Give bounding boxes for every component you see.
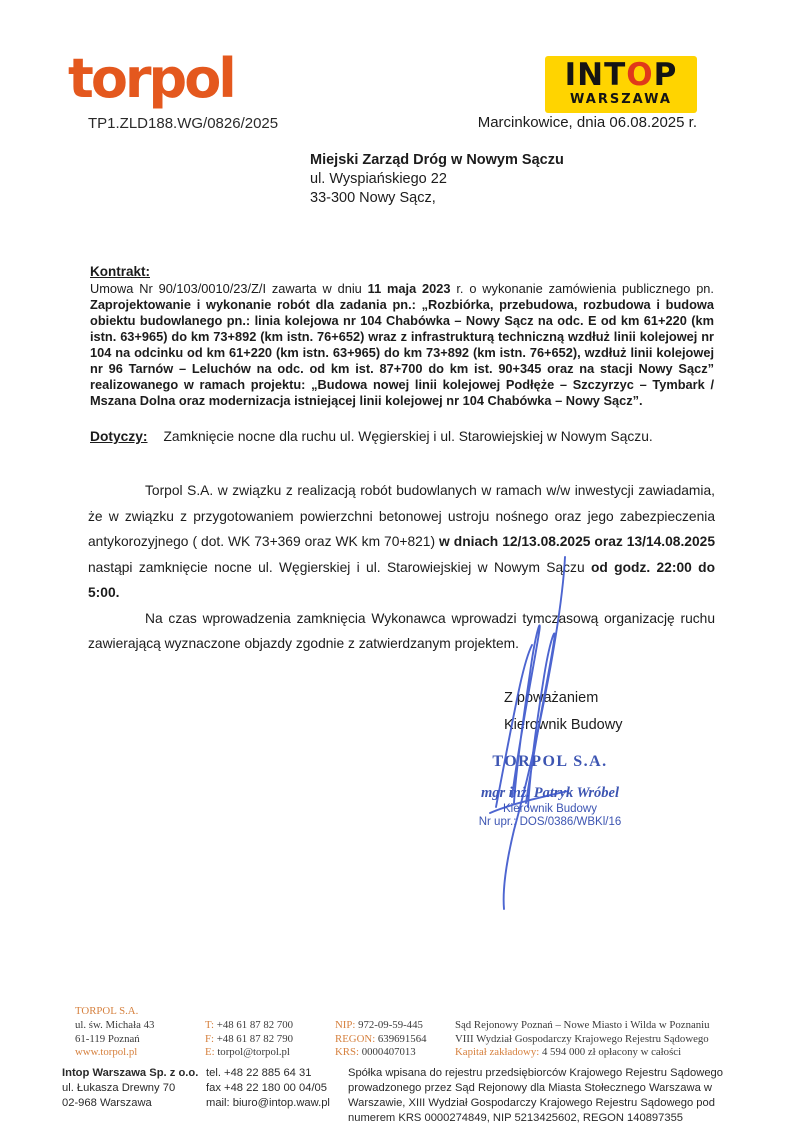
kontrakt-section <box>90 264 714 409</box>
body-paragraph-1: Torpol S.A. w związku z realizacją robót budowlanych w ramach w/w inwestycji zawiadamia, że w związku z przygotowaniem powierzchni betonowej ustroju nośnego oraz jego zabezpieczenia antykorozyjnego ( dot. WK 73+369 oraz WK km 70+821) w dniach 12/13.08.2025 oraz 13/14.08.2025 nastąpi zamknięcie nocne ul. Węgierskiej i ul. Starowiejskiej w Nowym Sączu od godz. 22:00 do 5:00. <box>88 483 716 600</box>
footer-torpol-fax: F: +48 61 87 82 790 <box>205 1032 293 1045</box>
date-line: Marcinkowice, dnia 06.08.2025 r. <box>477 114 697 131</box>
stamp-signer-title: Kierownik Budowy <box>503 803 597 815</box>
recipient-block <box>310 151 564 208</box>
kontrakt-text: Umowa Nr 90/103/0010/23/Z/I zawarta w dniu 11 maja 2023 r. o wykonanie zamówienia publicznego pn. Zaprojektowanie i wykonanie robót dla zadania pn.: „Rozbiórka, przebudowa, rozbudowa i budowa obiektu budowlanego pn.: linia kolejowa nr 104 Chabówka – Nowy Sącz na odc. E od km 61+220 (km istn. 63+965) do km 73+892 (km istn. 76+652) wraz z infrastrukturą techniczną wzdłuż linii kolejowej nr 104 na odcinku od km 61+220 (km istn. 63+965) do km 73+892 (km istn. 76+652), wzdłuż linii kolejowej nr 96 Tarnów – Leluchów na odc. od km ist. 87+700 do km ist. 90+345 oraz na stacji Nowy Sącz” realizowanego w ramach projektu: „Budowa nowej linii kolejowej Podłęże – Szczyrzyc – Tymbark / Mszana Dolna oraz modernizacja istniejącej linii kolejowej nr 104 Chabówka – Nowy Sącz”. <box>90 281 714 408</box>
intop-logo-city: WARSZAWA <box>570 92 672 107</box>
intop-o-icon: O <box>626 57 654 93</box>
signer-role: Kierownik Budowy <box>504 717 623 733</box>
footer-torpol-city: 61-119 Poznań <box>75 1032 140 1045</box>
footer-torpol-street: ul. św. Michała 43 <box>75 1018 155 1031</box>
letter-body <box>88 478 715 657</box>
handwritten-signature <box>468 545 600 917</box>
reference-number: TP1.ZLD188.WG/0826/2025 <box>88 115 279 132</box>
footer-intop-street: ul. Łukasza Drewny 70 <box>62 1082 176 1094</box>
body-paragraph-2: Na czas wprowadzenia zamknięcia Wykonawca wprowadzi tymczasową organizację ruchu zawierającą wyznaczone objazdy zgodnie z zatwierdzanym projektem. <box>88 610 715 651</box>
stamp-company-name: TORPOL S.A. <box>492 753 608 770</box>
dotyczy-label: Dotyczy: <box>90 429 148 444</box>
footer-torpol-court-1: Sąd Rejonowy Poznań – Nowe Miasto i Wilda w Poznaniu <box>455 1018 710 1031</box>
stamp-license-number: Nr upr.: DOS/0386/WBKl/16 <box>478 816 622 828</box>
kontrakt-heading: Kontrakt: <box>90 264 150 279</box>
footer-torpol-regon: REGON: 639691564 <box>335 1032 427 1045</box>
footer-torpol-phone: T: +48 61 87 82 700 <box>205 1018 294 1031</box>
footer-torpol-name: TORPOL S.A. <box>75 1005 139 1017</box>
recipient-street: ul. Wyspiańskiego 22 <box>310 171 447 187</box>
footer-intop-fax: fax +48 22 180 00 04/05 <box>206 1082 327 1094</box>
torpol-logo: torpol <box>68 47 234 110</box>
dotyczy-text: Zamknięcie nocne dla ruchu ul. Węgierskiej i ul. Starowiejskiej w Nowym Sączu. <box>163 429 653 444</box>
footer-intop-tel: tel. +48 22 885 64 31 <box>206 1067 312 1079</box>
dotyczy-line <box>90 429 653 444</box>
recipient-name: Miejski Zarząd Dróg w Nowym Sączu <box>310 152 564 168</box>
footer-torpol-email: E: torpol@torpol.pl <box>205 1046 290 1059</box>
footer-intop-registry: Spółka wpisana do rejestru przedsiębiorców Krajowego Rejestru Sądowego prowadzonego przez Sąd Rejonowy dla Miasta Stołecznego Warszawa w Warszawie, XIII Wydział Gospodarczy Krajowego Rejestru Sądowego pod numerem KRS 0000274849, NIP 5213425602, REGON 140897355 <box>348 1067 723 1124</box>
footer-torpol-court-2: VIII Wydział Gospodarczy Krajowego Rejestru Sądowego <box>455 1032 709 1045</box>
recipient-city: 33-300 Nowy Sącz, <box>310 190 436 206</box>
footer-torpol-nip: NIP: 972-09-59-445 <box>335 1018 423 1031</box>
intop-logo-wordmark: INTOP <box>564 57 678 93</box>
footer-intop-name: Intop Warszawa Sp. z o.o. <box>62 1067 199 1079</box>
footer-intop-city: 02-968 Warszawa <box>62 1097 152 1109</box>
footer-torpol-website: www.torpol.pl <box>75 1046 138 1059</box>
footer-torpol-krs: KRS: 0000407013 <box>335 1046 416 1059</box>
closing-phrase: Z poważaniem <box>504 690 599 706</box>
stamp-signer-name: mgr inż. Patryk Wróbel <box>480 785 620 801</box>
footer-intop-mail: mail: biuro@intop.waw.pl <box>206 1097 330 1109</box>
footer-torpol-capital: Kapitał zakładowy: 4 594 000 zł opłacony w całości <box>455 1046 682 1059</box>
intop-logo <box>545 56 697 113</box>
